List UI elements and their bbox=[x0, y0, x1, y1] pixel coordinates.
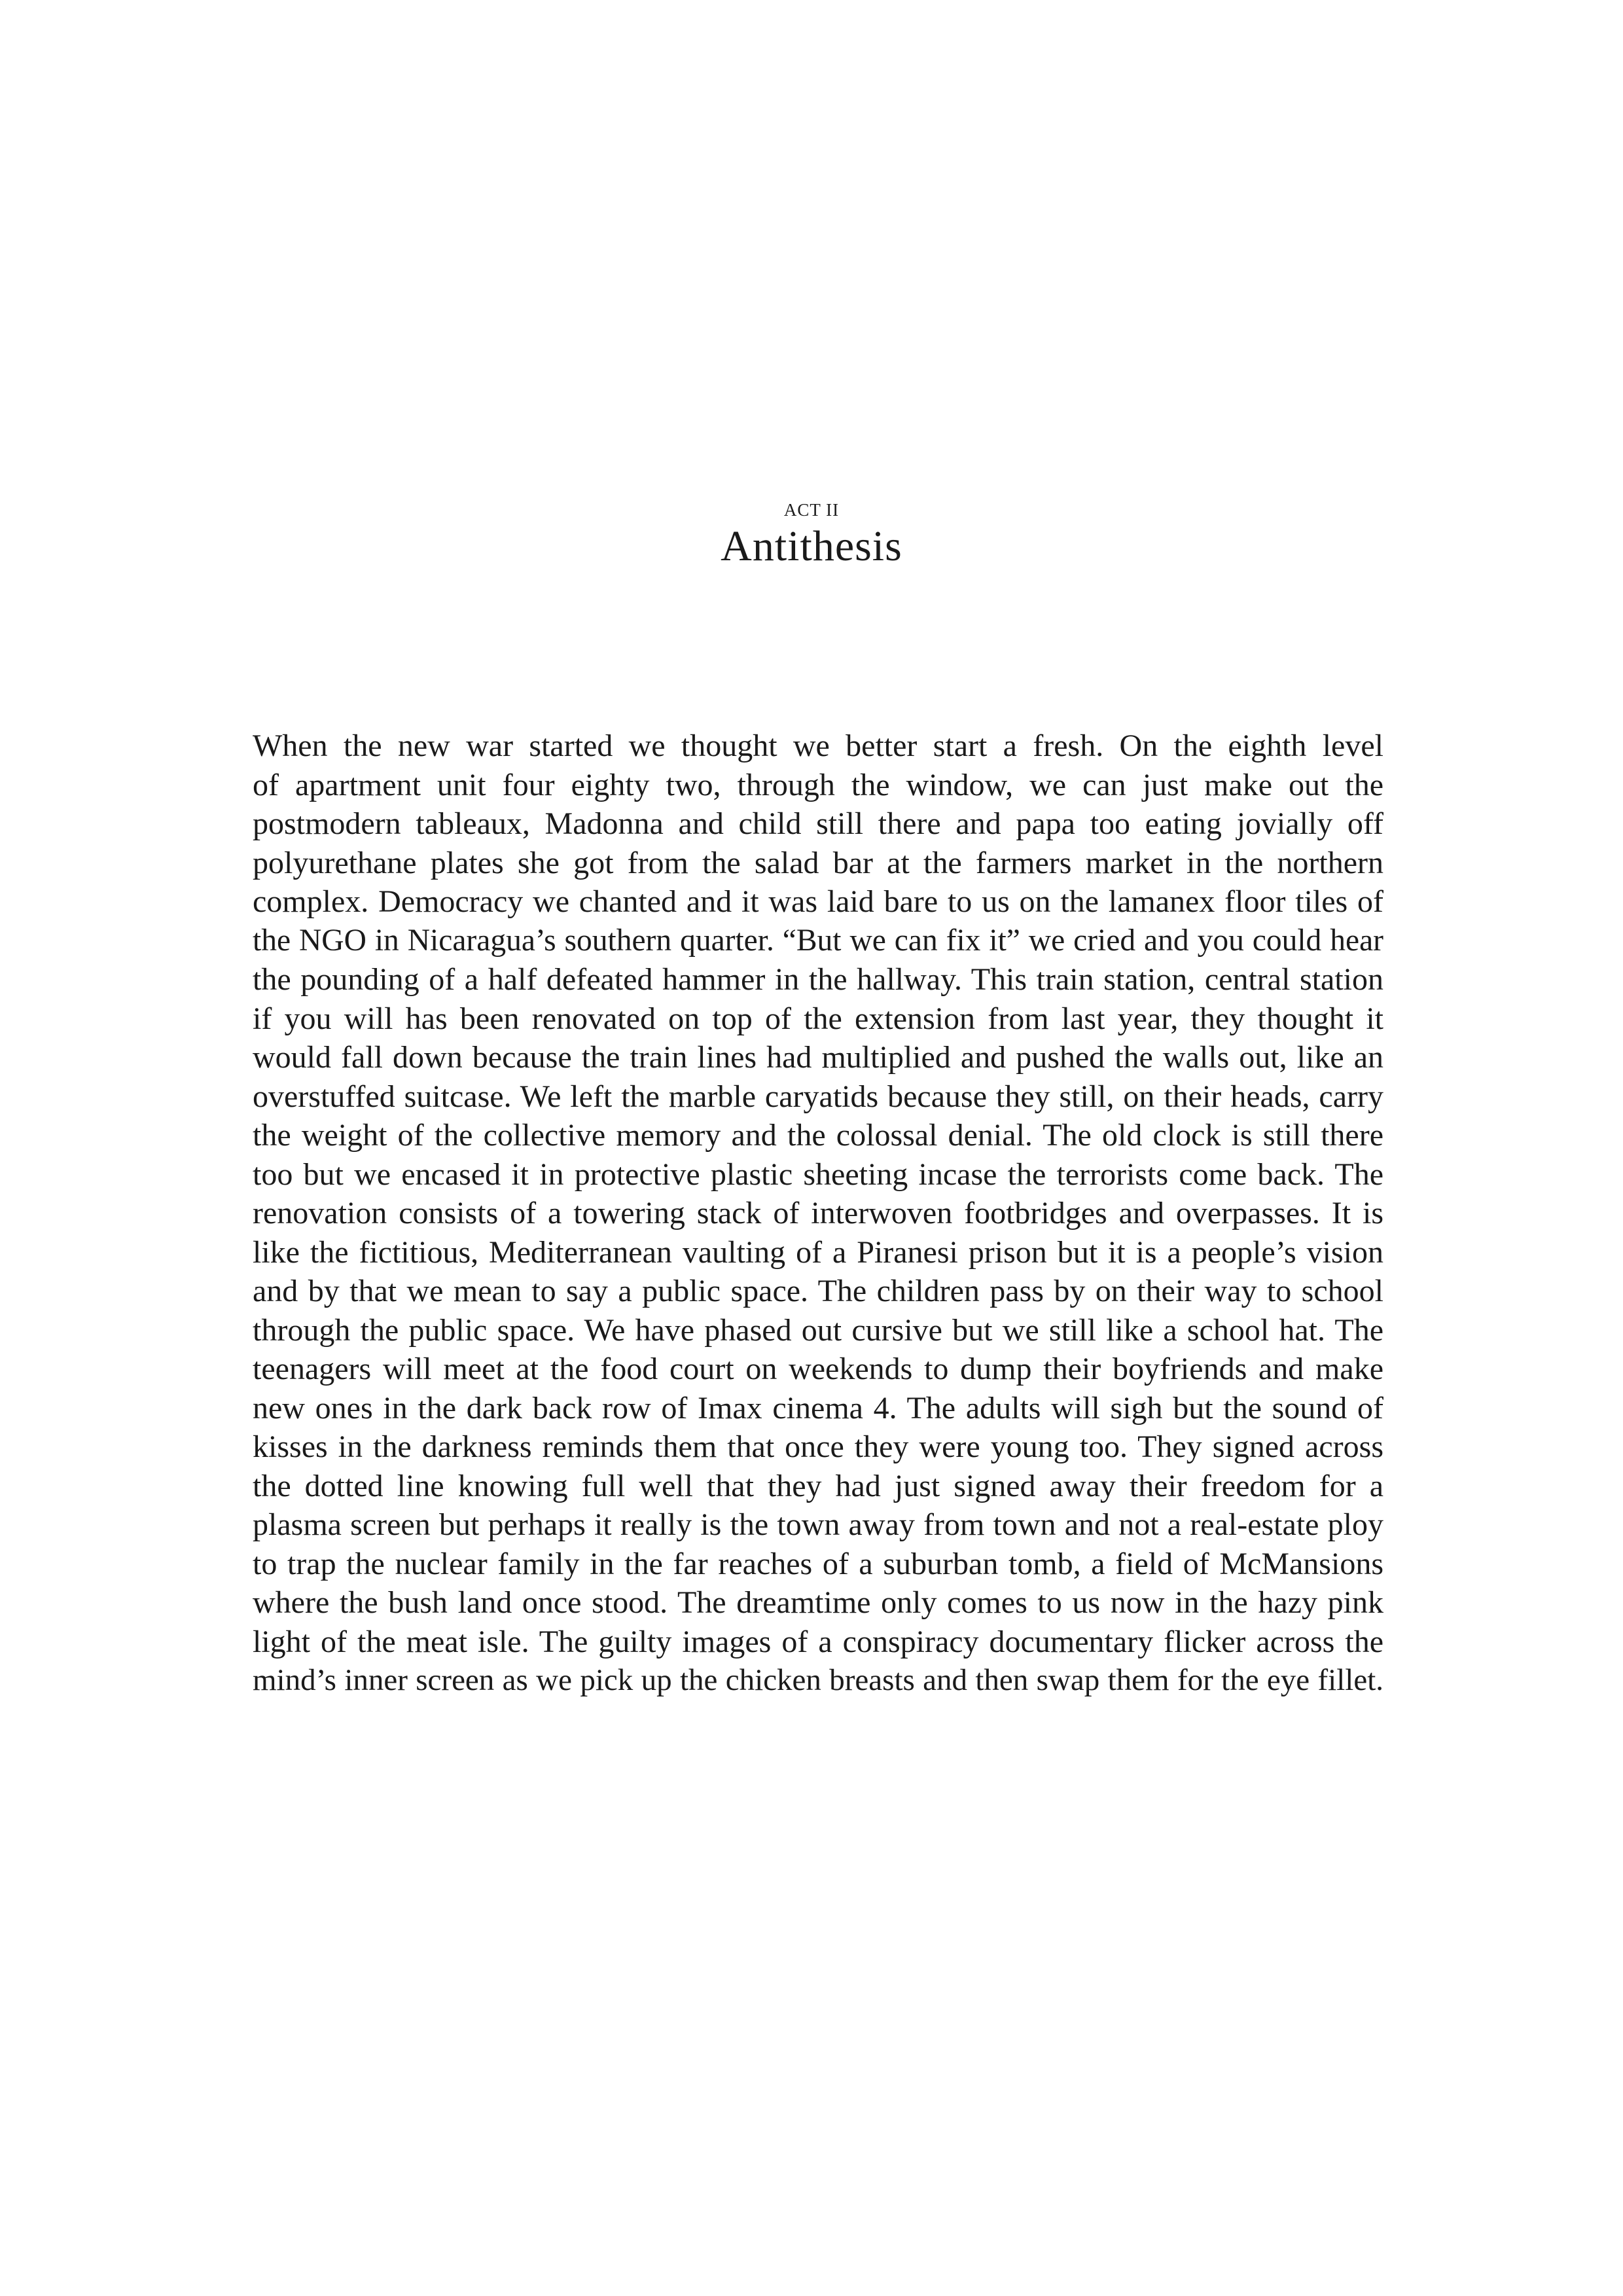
body-line: postmodern tableaux, Madonna and child still there and papa too eating jovially off bbox=[253, 806, 1383, 841]
body-line: like the fictitious, Mediterranean vaulting of a Piranesi prison but it is a people’s vision bbox=[253, 1234, 1383, 1270]
body-line: through the public space. We have phased out cursive but we still like a school hat. The bbox=[253, 1312, 1383, 1348]
act-title: Antithesis bbox=[721, 522, 902, 570]
body-line: would fall down because the train lines had multiplied and pushed the walls out, like an bbox=[253, 1040, 1383, 1075]
body-line: mind’s inner screen as we pick up the chicken breasts and then swap them for the eye fillet. bbox=[253, 1663, 1383, 1697]
body-line: When the new war started we thought we better start a fresh. On the eighth level bbox=[253, 728, 1383, 763]
body-line: light of the meat isle. The guilty images of a conspiracy documentary flicker across the bbox=[253, 1624, 1383, 1659]
body-line: new ones in the dark back row of Imax cinema 4. The adults will sigh but the sound of bbox=[253, 1390, 1383, 1426]
act-label: ACT II bbox=[783, 500, 840, 520]
body-line: the pounding of a half defeated hammer in the hallway. This train station, central station bbox=[253, 962, 1383, 997]
body-line: too but we encased it in protective plastic sheeting incase the terrorists come back. The bbox=[253, 1157, 1383, 1192]
body-line: and by that we mean to say a public space. The children pass by on their way to school bbox=[253, 1274, 1383, 1308]
body-line: polyurethane plates she got from the salad bar at the farmers market in the northern bbox=[253, 845, 1383, 880]
body-line: the NGO in Nicaragua’s southern quarter. “But we can fix it” we cried and you could hear bbox=[253, 923, 1383, 958]
body-line: where the bush land once stood. The dreamtime only comes to us now in the hazy pink bbox=[253, 1585, 1383, 1620]
body-paragraph bbox=[253, 726, 1383, 1700]
body-line: the dotted line knowing full well that they had just signed away their freedom for a bbox=[253, 1468, 1383, 1503]
body-line: the weight of the collective memory and the colossal denial. The old clock is still there bbox=[253, 1118, 1383, 1153]
body-line: complex. Democracy we chanted and it was laid bare to us on the lamanex floor tiles of bbox=[253, 884, 1383, 919]
body-line: teenagers will meet at the food court on weekends to dump their boyfriends and make bbox=[253, 1352, 1383, 1386]
body-line: if you will has been renovated on top of the extension from last year, they thought it bbox=[253, 1001, 1383, 1036]
body-line: overstuffed suitcase. We left the marble caryatids because they still, on their heads, carry bbox=[253, 1079, 1383, 1114]
body-line: of apartment unit four eighty two, through the window, we can just make out the bbox=[253, 767, 1383, 802]
body-line: kisses in the darkness reminds them that once they were young too. They signed across bbox=[253, 1429, 1383, 1464]
body-line: to trap the nuclear family in the far reaches of a suburban tomb, a field of McMansions bbox=[253, 1546, 1383, 1581]
body-line: renovation consists of a towering stack of interwoven footbridges and overpasses. It is bbox=[253, 1196, 1383, 1230]
body-line: plasma screen but perhaps it really is the town away from town and not a real-estate ploy bbox=[253, 1507, 1383, 1542]
